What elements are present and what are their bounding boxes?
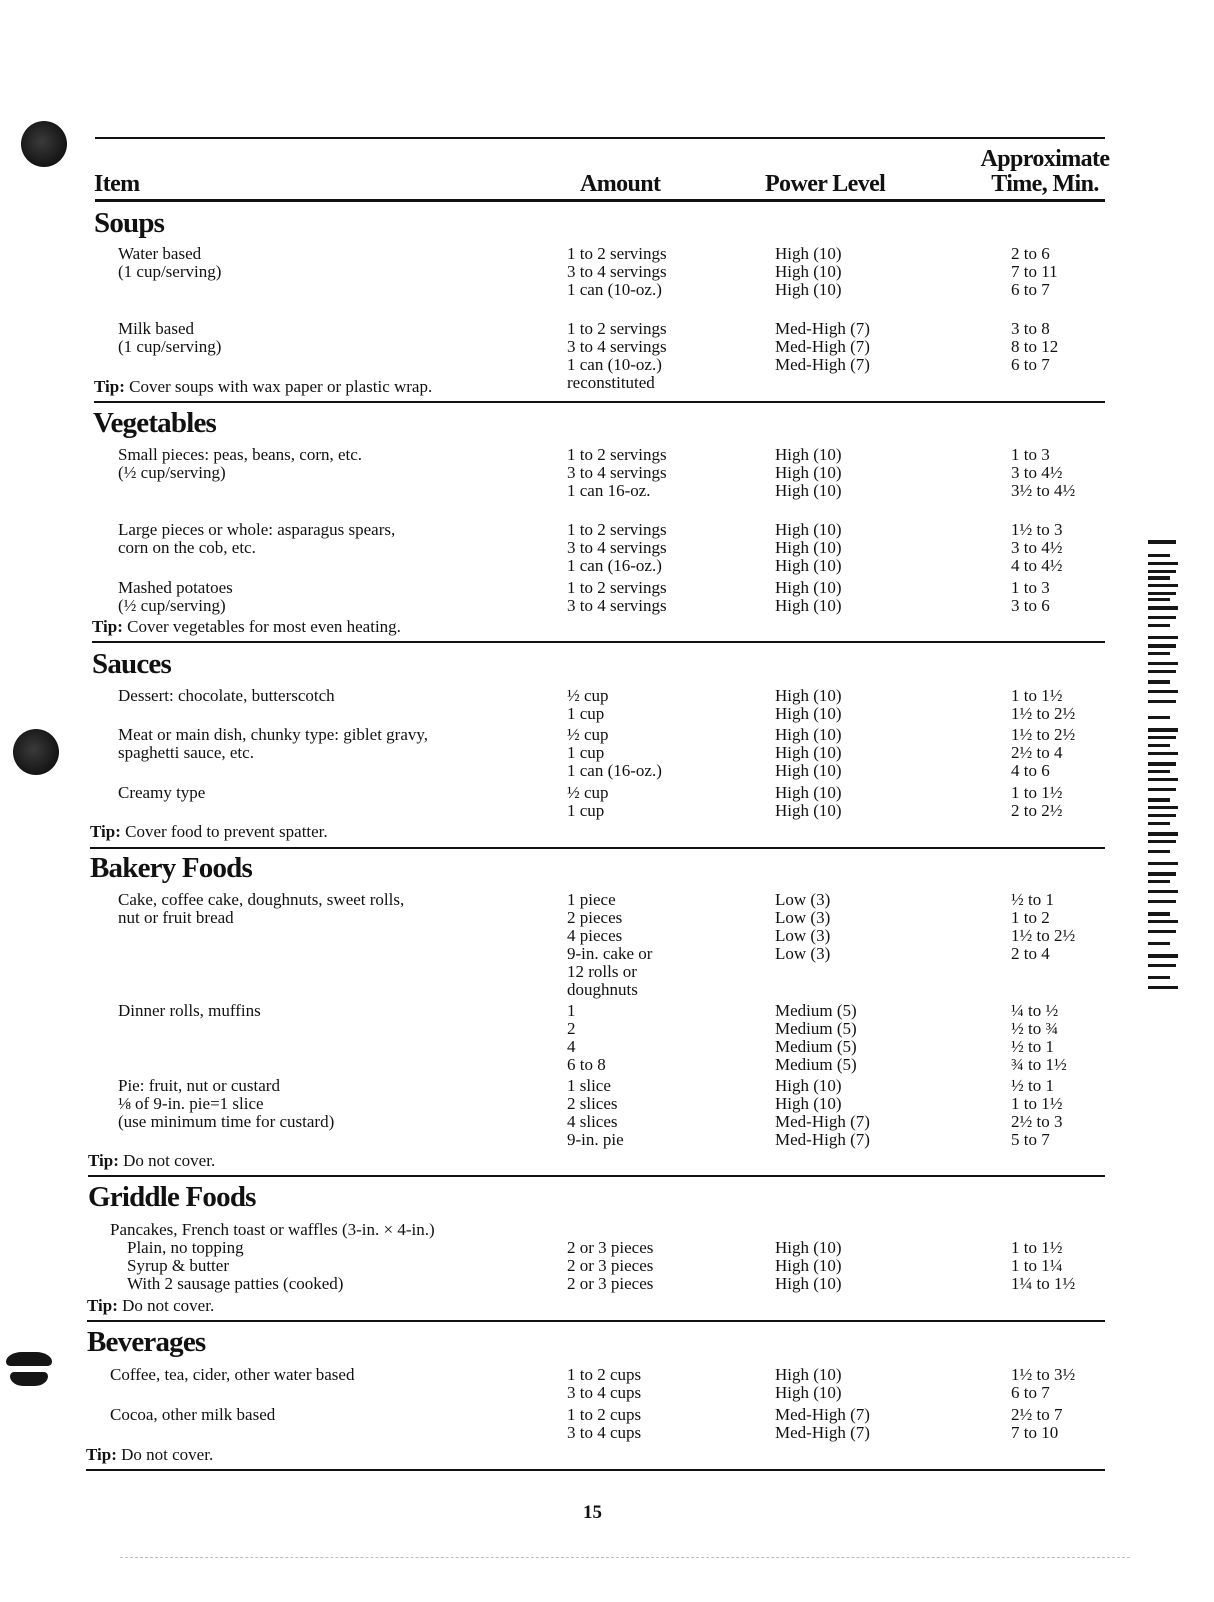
item-cell: (use minimum time for custard) <box>118 1112 335 1131</box>
amount-cell: 12 rolls or <box>567 962 637 981</box>
amount-cell: 1 to 2 servings <box>567 520 667 539</box>
table-row <box>0 1113 1214 1131</box>
power-cell: High (10) <box>775 686 842 705</box>
time-cell: 6 to 7 <box>1011 280 1050 299</box>
item-cell: nut or fruit bread <box>118 908 234 927</box>
edge-mark <box>1148 822 1170 825</box>
binder-hole <box>21 121 67 167</box>
amount-cell: 1 to 2 servings <box>567 445 667 464</box>
amount-cell: 3 to 4 servings <box>567 538 667 557</box>
item-cell: ⅛ of 9-in. pie=1 slice <box>118 1094 264 1113</box>
time-cell: 4 to 4½ <box>1011 556 1063 575</box>
power-cell: Med-High (7) <box>775 319 870 338</box>
power-cell: High (10) <box>775 445 842 464</box>
power-cell: High (10) <box>775 801 842 820</box>
amount-cell: 3 to 4 servings <box>567 337 667 356</box>
section-rule <box>92 641 1105 643</box>
power-cell: Medium (5) <box>775 1019 857 1038</box>
table-row <box>0 579 1214 597</box>
power-cell: Low (3) <box>775 926 831 945</box>
power-cell: High (10) <box>775 538 842 557</box>
column-header-item: Item <box>94 171 140 197</box>
edge-mark <box>1148 880 1170 883</box>
power-cell: Med-High (7) <box>775 1423 870 1442</box>
time-cell: 1½ to 2½ <box>1011 926 1076 945</box>
amount-cell: 2 <box>567 1019 576 1038</box>
amount-cell: 1 slice <box>567 1076 611 1095</box>
time-cell: 3 to 4½ <box>1011 463 1063 482</box>
time-cell: 2½ to 3 <box>1011 1112 1063 1131</box>
table-row <box>0 1366 1214 1384</box>
edge-mark <box>1148 850 1170 853</box>
amount-cell: 1 to 2 cups <box>567 1405 642 1424</box>
column-header-amount: Amount <box>580 171 661 197</box>
edge-mark <box>1148 662 1178 665</box>
table-row <box>0 356 1214 374</box>
tip-text: Cover vegetables for most even heating. <box>127 617 401 636</box>
time-cell: 5 to 7 <box>1011 1130 1050 1149</box>
power-cell: Med-High (7) <box>775 1405 870 1424</box>
time-cell: 4 to 6 <box>1011 761 1050 780</box>
item-cell: Dinner rolls, muffins <box>118 1001 261 1020</box>
table-row <box>0 281 1214 299</box>
table-row <box>0 1406 1214 1424</box>
amount-cell: 1 can 16-oz. <box>567 481 651 500</box>
tip-text: Do not cover. <box>122 1296 215 1315</box>
amount-cell: 1 cup <box>567 704 605 723</box>
amount-cell: ½ cup <box>567 725 609 744</box>
table-row <box>0 927 1214 945</box>
table-row <box>0 744 1214 762</box>
section-tip <box>86 1446 213 1464</box>
power-cell: High (10) <box>775 725 842 744</box>
time-cell: 7 to 11 <box>1011 262 1058 281</box>
edge-mark <box>1148 652 1170 655</box>
time-cell: 1½ to 2½ <box>1011 725 1076 744</box>
power-cell: High (10) <box>775 1256 842 1275</box>
amount-cell: 1 <box>567 1001 576 1020</box>
item-cell: Pancakes, French toast or waffles (3-in. × 4-in.) <box>110 1220 435 1239</box>
item-cell: Plain, no topping <box>127 1238 244 1257</box>
time-cell: 1 to 1½ <box>1011 1238 1063 1257</box>
power-cell: Low (3) <box>775 944 831 963</box>
time-cell: 1 to 1¼ <box>1011 1256 1063 1275</box>
amount-cell: 3 to 4 servings <box>567 463 667 482</box>
amount-cell: 2 or 3 pieces <box>567 1238 654 1257</box>
time-cell: 2½ to 7 <box>1011 1405 1063 1424</box>
table-row <box>0 726 1214 744</box>
table-row <box>0 1038 1214 1056</box>
item-cell: Meat or main dish, chunky type: giblet gravy, <box>118 725 429 744</box>
amount-cell: 1 can (10-oz.) <box>567 280 662 299</box>
time-cell: 1½ to 3½ <box>1011 1365 1076 1384</box>
time-cell: 2 to 4 <box>1011 944 1050 963</box>
amount-cell: 3 to 4 cups <box>567 1423 642 1442</box>
edge-mark <box>1148 624 1170 627</box>
section-title-bakery-foods: Bakery Foods <box>90 852 252 884</box>
amount-cell: reconstituted <box>567 373 655 392</box>
power-cell: High (10) <box>775 1238 842 1257</box>
table-row <box>0 1221 1214 1239</box>
power-cell: Medium (5) <box>775 1055 857 1074</box>
time-cell: ½ to 1 <box>1011 890 1054 909</box>
amount-cell: 1 can (16-oz.) <box>567 761 662 780</box>
power-cell: High (10) <box>775 244 842 263</box>
tip-text: Do not cover. <box>123 1151 216 1170</box>
item-cell: Milk based <box>118 319 195 338</box>
table-row <box>0 687 1214 705</box>
section-tip <box>88 1152 215 1170</box>
power-cell: High (10) <box>775 743 842 762</box>
time-cell: 7 to 10 <box>1011 1423 1059 1442</box>
item-cell: (½ cup/serving) <box>118 596 226 615</box>
table-row <box>0 597 1214 615</box>
power-cell: High (10) <box>775 463 842 482</box>
amount-cell: ½ cup <box>567 783 609 802</box>
section-rule <box>87 1320 1105 1322</box>
power-cell: Med-High (7) <box>775 337 870 356</box>
amount-cell: 9-in. cake or <box>567 944 653 963</box>
table-row <box>0 802 1214 820</box>
table-row <box>0 1077 1214 1095</box>
tip-text: Do not cover. <box>121 1445 214 1464</box>
amount-cell: 6 to 8 <box>567 1055 606 1074</box>
item-cell: Pie: fruit, nut or custard <box>118 1076 280 1095</box>
section-title-soups: Soups <box>94 207 165 239</box>
time-cell: 1¼ to 1½ <box>1011 1274 1076 1293</box>
table-row <box>0 891 1214 909</box>
amount-cell: 1 can (16-oz.) <box>567 556 662 575</box>
item-cell: Cocoa, other milk based <box>110 1405 276 1424</box>
section-tip <box>92 618 401 636</box>
top-rule <box>95 137 1105 139</box>
time-cell: ¼ to ½ <box>1011 1001 1059 1020</box>
table-row <box>0 1424 1214 1442</box>
time-cell: 3½ to 4½ <box>1011 481 1076 500</box>
time-cell: 2½ to 4 <box>1011 743 1063 762</box>
table-row <box>0 1056 1214 1074</box>
edge-mark <box>1148 670 1176 673</box>
scan-artifact-line <box>120 1557 1130 1558</box>
item-cell: Small pieces: peas, beans, corn, etc. <box>118 445 363 464</box>
amount-cell: doughnuts <box>567 980 638 999</box>
table-row <box>0 1384 1214 1402</box>
section-title-griddle-foods: Griddle Foods <box>88 1181 256 1213</box>
edge-mark <box>1148 644 1176 648</box>
power-cell: High (10) <box>775 520 842 539</box>
time-cell: ½ to 1 <box>1011 1037 1054 1056</box>
power-cell: High (10) <box>775 1076 842 1095</box>
time-cell: 8 to 12 <box>1011 337 1059 356</box>
column-header-power-level: Power Level <box>765 171 886 197</box>
edge-mark <box>1148 862 1178 865</box>
amount-cell: 4 slices <box>567 1112 618 1131</box>
table-row <box>0 245 1214 263</box>
time-cell: 3 to 4½ <box>1011 538 1063 557</box>
item-cell: Mashed potatoes <box>118 578 233 597</box>
page-number: 15 <box>583 1502 602 1523</box>
power-cell: Med-High (7) <box>775 1112 870 1131</box>
tip-label: Tip: <box>87 1296 118 1315</box>
tip-label: Tip: <box>90 822 121 841</box>
column-header-time-line1: Approximate <box>980 146 1110 172</box>
table-row <box>0 909 1214 927</box>
edge-mark <box>1148 832 1178 836</box>
table-row <box>0 1275 1214 1293</box>
section-rule <box>94 401 1105 403</box>
table-row <box>0 1095 1214 1113</box>
time-cell: 3 to 8 <box>1011 319 1050 338</box>
power-cell: Low (3) <box>775 908 831 927</box>
power-cell: High (10) <box>775 262 842 281</box>
amount-cell: 2 or 3 pieces <box>567 1256 654 1275</box>
time-cell: 1 to 1½ <box>1011 1094 1063 1113</box>
time-cell: ½ to ¾ <box>1011 1019 1059 1038</box>
header-rule <box>95 199 1105 202</box>
item-cell: spaghetti sauce, etc. <box>118 743 254 762</box>
tip-label: Tip: <box>92 617 123 636</box>
table-row <box>0 464 1214 482</box>
time-cell: 1 to 2 <box>1011 908 1050 927</box>
section-rule <box>90 847 1105 849</box>
section-tip <box>94 378 432 396</box>
table-row <box>0 1020 1214 1038</box>
table-row <box>0 446 1214 464</box>
item-cell: Syrup & butter <box>127 1256 229 1275</box>
time-cell: 2 to 6 <box>1011 244 1050 263</box>
section-tip <box>90 823 328 841</box>
time-cell: 1½ to 3 <box>1011 520 1063 539</box>
item-cell: Coffee, tea, cider, other water based <box>110 1365 355 1384</box>
power-cell: High (10) <box>775 596 842 615</box>
amount-cell: 2 slices <box>567 1094 618 1113</box>
power-cell: Med-High (7) <box>775 1130 870 1149</box>
edge-mark <box>1148 872 1176 876</box>
time-cell: 3 to 6 <box>1011 596 1050 615</box>
time-cell: 1 to 1½ <box>1011 686 1063 705</box>
amount-cell: 1 cup <box>567 801 605 820</box>
amount-cell: 1 can (10-oz.) <box>567 355 662 374</box>
power-cell: Low (3) <box>775 890 831 909</box>
item-cell: (½ cup/serving) <box>118 463 226 482</box>
item-cell: Dessert: chocolate, butterscotch <box>118 686 335 705</box>
item-cell: Creamy type <box>118 783 206 802</box>
table-row <box>0 338 1214 356</box>
bottom-rule <box>86 1469 1105 1471</box>
amount-cell: 1 to 2 servings <box>567 578 667 597</box>
table-row <box>0 945 1214 963</box>
edge-mark <box>1148 840 1176 843</box>
power-cell: High (10) <box>775 783 842 802</box>
amount-cell: 1 piece <box>567 890 616 909</box>
tip-text: Cover food to prevent spatter. <box>125 822 328 841</box>
column-header-time-line2: Time, Min. <box>991 171 1099 197</box>
amount-cell: 9-in. pie <box>567 1130 624 1149</box>
amount-cell: 1 cup <box>567 743 605 762</box>
time-cell: 1 to 1½ <box>1011 783 1063 802</box>
section-rule <box>88 1175 1105 1177</box>
amount-cell: ½ cup <box>567 686 609 705</box>
table-row <box>0 557 1214 575</box>
power-cell: High (10) <box>775 280 842 299</box>
item-cell: (1 cup/serving) <box>118 262 222 281</box>
time-cell: ¾ to 1½ <box>1011 1055 1067 1074</box>
power-cell: Medium (5) <box>775 1001 857 1020</box>
section-tip <box>87 1297 214 1315</box>
table-row <box>0 521 1214 539</box>
edge-mark <box>1148 680 1170 684</box>
table-row <box>0 762 1214 780</box>
item-cell: Cake, coffee cake, doughnuts, sweet rolls, <box>118 890 405 909</box>
time-cell: ½ to 1 <box>1011 1076 1054 1095</box>
edge-mark <box>1148 616 1176 619</box>
item-cell: With 2 sausage patties (cooked) <box>127 1274 344 1293</box>
power-cell: High (10) <box>775 1094 842 1113</box>
table-row <box>0 1131 1214 1149</box>
amount-cell: 3 to 4 servings <box>567 262 667 281</box>
item-cell: Large pieces or whole: asparagus spears, <box>118 520 396 539</box>
item-cell: (1 cup/serving) <box>118 337 222 356</box>
tip-label: Tip: <box>86 1445 117 1464</box>
table-row <box>0 981 1214 999</box>
power-cell: High (10) <box>775 578 842 597</box>
table-row <box>0 784 1214 802</box>
amount-cell: 1 to 2 servings <box>567 319 667 338</box>
item-cell: corn on the cob, etc. <box>118 538 256 557</box>
item-cell: Water based <box>118 244 202 263</box>
table-row <box>0 320 1214 338</box>
amount-cell: 2 or 3 pieces <box>567 1274 654 1293</box>
power-cell: High (10) <box>775 1274 842 1293</box>
power-cell: Medium (5) <box>775 1037 857 1056</box>
table-row <box>0 705 1214 723</box>
power-cell: High (10) <box>775 481 842 500</box>
time-cell: 1½ to 2½ <box>1011 704 1076 723</box>
amount-cell: 1 to 2 servings <box>567 244 667 263</box>
time-cell: 6 to 7 <box>1011 355 1050 374</box>
power-cell: High (10) <box>775 1365 842 1384</box>
time-cell: 1 to 3 <box>1011 578 1050 597</box>
amount-cell: 3 to 4 servings <box>567 596 667 615</box>
amount-cell: 4 pieces <box>567 926 623 945</box>
amount-cell: 4 <box>567 1037 576 1056</box>
table-row <box>0 1002 1214 1020</box>
tip-text: Cover soups with wax paper or plastic wrap. <box>129 377 433 396</box>
table-row <box>0 1239 1214 1257</box>
power-cell: High (10) <box>775 761 842 780</box>
section-title-sauces: Sauces <box>92 648 171 680</box>
power-cell: High (10) <box>775 1383 842 1402</box>
power-cell: High (10) <box>775 704 842 723</box>
tip-label: Tip: <box>94 377 125 396</box>
table-row <box>0 1257 1214 1275</box>
tip-label: Tip: <box>88 1151 119 1170</box>
table-row <box>0 963 1214 981</box>
amount-cell: 2 pieces <box>567 908 623 927</box>
power-cell: High (10) <box>775 556 842 575</box>
table-row <box>0 263 1214 281</box>
section-title-beverages: Beverages <box>87 1326 206 1358</box>
table-row <box>0 482 1214 500</box>
time-cell: 1 to 3 <box>1011 445 1050 464</box>
edge-mark <box>1148 636 1178 639</box>
power-cell: Med-High (7) <box>775 355 870 374</box>
amount-cell: 3 to 4 cups <box>567 1383 642 1402</box>
amount-cell: 1 to 2 cups <box>567 1365 642 1384</box>
table-row <box>0 539 1214 557</box>
section-title-vegetables: Vegetables <box>93 407 217 439</box>
time-cell: 6 to 7 <box>1011 1383 1050 1402</box>
time-cell: 2 to 2½ <box>1011 801 1063 820</box>
